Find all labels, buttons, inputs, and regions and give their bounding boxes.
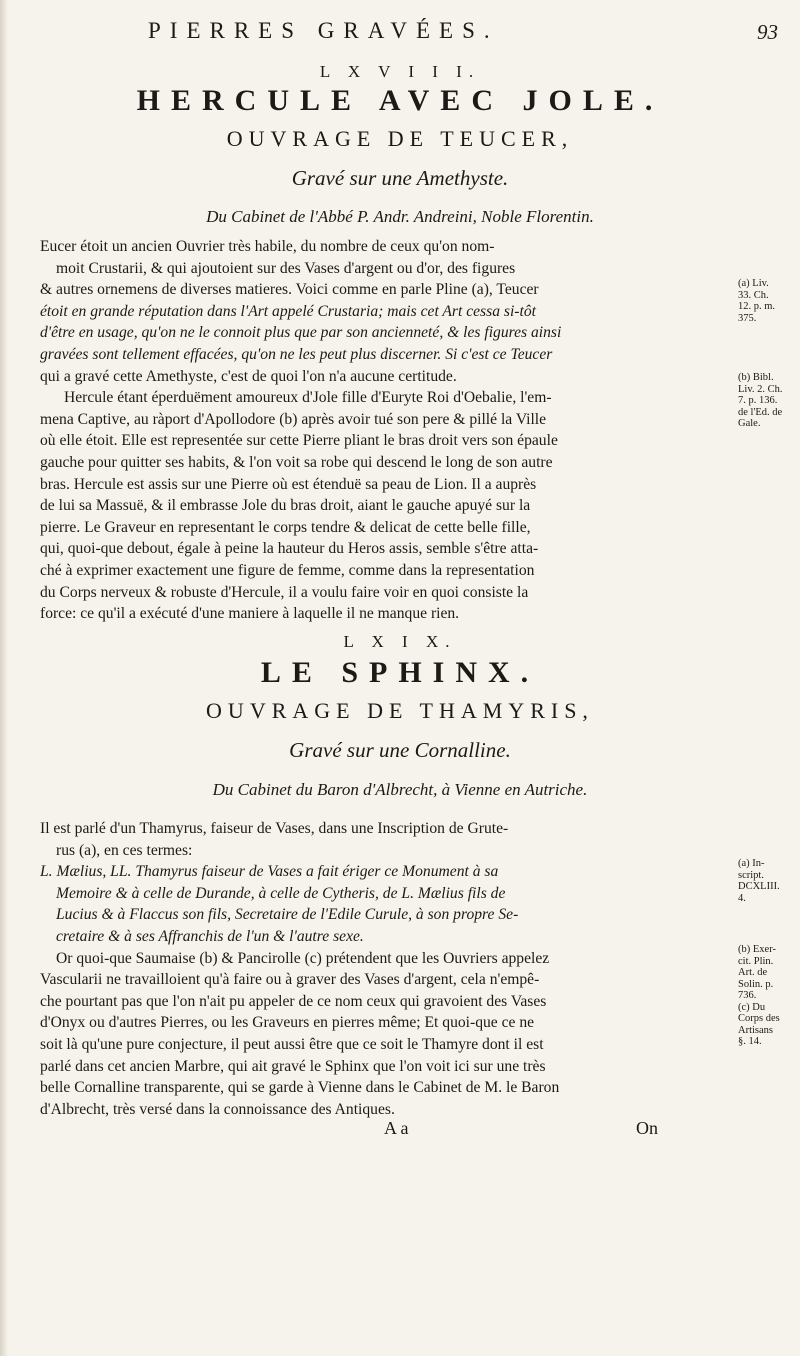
engraved-on: Gravé sur une Amethyste. [291, 166, 509, 190]
margin-spacer [738, 324, 798, 372]
section-subtitle: OUVRAGE DE TEUCER, [226, 126, 574, 151]
margin-note: Corps des [738, 1013, 780, 1024]
section-numeral: L X V I I I. [319, 62, 481, 81]
margin-note: 4. [738, 892, 746, 904]
margin-note: script. [738, 869, 764, 881]
body-line: moit Crustarii, & qui ajoutoient sur des Vases d'argent ou d'or, des figures [56, 259, 516, 277]
body-line: du Corps nerveux & robuste d'Hercule, il a voulu faire voir en quoi consiste la [40, 583, 529, 601]
margin-notes [738, 278, 798, 430]
margin-note: 33. Ch. [738, 289, 769, 301]
body-line: Vascularii ne travailloient qu'à faire ou à graver des Vases d'argent, cela n'empê- [40, 971, 540, 989]
body-line: L. Mælius, LL. Thamyrus faiseur de Vases a fait ériger ce Monument à sa [40, 863, 499, 881]
margin-spacer [738, 904, 798, 944]
running-head: PIERRES GRAVÉES. [148, 18, 499, 43]
margin-note: 7. p. 136. [738, 395, 778, 406]
section-title: HERCULE AVEC JOLE. [136, 84, 664, 117]
section-subtitle: OUVRAGE DE THAMYRIS, [206, 698, 594, 723]
body-line: soit là qu'une pure conjecture, il peut aussi être que ce soit le Thamyre dont il est [40, 1035, 544, 1053]
page-number: 93 [757, 20, 778, 44]
body-line: rus (a), en ces termes: [56, 841, 193, 859]
body-line: qui a gravé cette Amethyste, c'est de quoi l'on n'a aucune certitude. [40, 367, 457, 385]
margin-note: Artisans [738, 1024, 773, 1036]
margin-note: Solin. p. [738, 978, 774, 990]
section-title: LE SPHINX. [260, 656, 540, 689]
body-line: Lucius & à Flaccus son fils, Secretaire de l'Edile Curule, à son propre Se- [56, 906, 519, 924]
body-line: Il est parlé d'un Thamyrus, faiseur de Vases, dans une Inscription de Grute- [40, 820, 509, 837]
body-line: Memoire & à celle de Durande, à celle de Cytheris, de L. Mælius fils de [56, 884, 506, 902]
signature-mark: A a [384, 1118, 409, 1138]
margin-note: (a) Liv. [738, 278, 769, 289]
body-line: où elle étoit. Elle est representée sur cette Pierre pliant le bras droit vers son épaule [40, 432, 558, 450]
margin-note: Art. de [738, 967, 768, 978]
body-line: Eucer étoit un ancien Ouvrier très habile, du nombre de ceux qu'on nom- [40, 238, 495, 255]
body-line: étoit en grande réputation dans l'Art appelé Crustaria; mais cet Art cessa si-tôt [40, 302, 536, 320]
body-line: de lui sa Massuë, & il embrasse Jole du bras droit, aiant le gauche apuyé sur la [40, 497, 531, 515]
margin-note: (b) Bibl. [738, 372, 774, 383]
body-line: belle Cornalline transparente, qui se garde à Vienne dans le Cabinet de M. le Baron [40, 1079, 560, 1097]
body-line: gauche pour quitter ses habits, & l'on voit sa robe qui descend le long de son autre [40, 453, 553, 471]
cabinet-line: Du Cabinet du Baron d'Albrecht, à Vienne en Autriche. [212, 780, 588, 799]
margin-note: §. 14. [738, 1036, 762, 1047]
margin-note: 12. p. m. [738, 301, 776, 312]
margin-note: 736. [738, 990, 757, 1001]
body-line: Hercule étant éperduëment amoureux d'Jole fille d'Euryte Roi d'Oebalie, l'em- [64, 389, 552, 407]
body-line: gravées sont tellement effacées, qu'on ne les peut plus discerner. Si c'est ce Teucer [40, 345, 553, 363]
body-line: mena Captive, au ràport d'Apollodore (b) après avoir tué son pere & pillé la Ville [40, 410, 547, 428]
engraved-on: Gravé sur une Cornalline. [289, 738, 511, 762]
margin-note: (c) Du [738, 1001, 766, 1013]
margin-note: Gale. [738, 418, 761, 429]
margin-note: DCXLIII. [738, 881, 780, 892]
body-line: parlé dans cet ancien Marbre, qui ait gravé le Sphinx que l'on voit ici sur une très [40, 1057, 546, 1075]
margin-note: Liv. 2. Ch. [738, 383, 783, 395]
body-line: & autres ornemens de diverses matieres. Voici comme en parle Pline (a), Teucer [40, 281, 539, 299]
body-line: d'être en usage, qu'on ne le connoit plus que par son ancienneté, & les figures ainsi [40, 324, 562, 342]
cabinet-line: Du Cabinet de l'Abbé P. Andr. Andreini, Noble Florentin. [206, 207, 594, 226]
section-body [40, 818, 726, 1120]
body-line: cretaire & à ses Affranchis de l'un & l'autre sexe. [56, 927, 364, 945]
body-line: d'Onyx ou d'autres Pierres, ou les Graveurs en pierres même; Et quoi-que ce ne [40, 1014, 535, 1032]
margin-note: (b) Exer- [738, 944, 776, 955]
body-line: qui, quoi-que debout, égale à peine la hauteur du Heros assis, semble s'être atta- [40, 540, 539, 558]
body-line: d'Albrecht, très versé dans la connoissance des Antiques. [40, 1100, 395, 1118]
margin-note: (a) In- [738, 858, 765, 869]
body-line: ché à exprimer exactement une figure de femme, comme dans la representation [40, 561, 535, 579]
margin-notes [738, 858, 798, 1048]
catchword: On [636, 1118, 658, 1138]
body-line: bras. Hercule est assis sur une Pierre où est étenduë sa peau de Lion. Il a auprès [40, 475, 537, 493]
body-line: pierre. Le Graveur en representant le corps tendre & delicat de cette belle fille, [40, 518, 531, 536]
margin-note: cit. Plin. [738, 955, 774, 967]
body-line: force: ce qu'il a exécuté d'une maniere à laquelle il ne manque rien. [40, 605, 460, 623]
body-line: che pourtant pas que l'on n'ait pu appeler de ce nom ceux qui gravoient des Vases [40, 992, 547, 1010]
margin-note: 375. [738, 312, 757, 324]
section-body [40, 236, 726, 625]
section-numeral: L X I X. [343, 632, 457, 651]
body-line: Or quoi-que Saumaise (b) & Pancirolle (c) prétendent que les Ouvriers appelez [56, 949, 550, 967]
margin-note: de l'Ed. de [738, 406, 783, 418]
